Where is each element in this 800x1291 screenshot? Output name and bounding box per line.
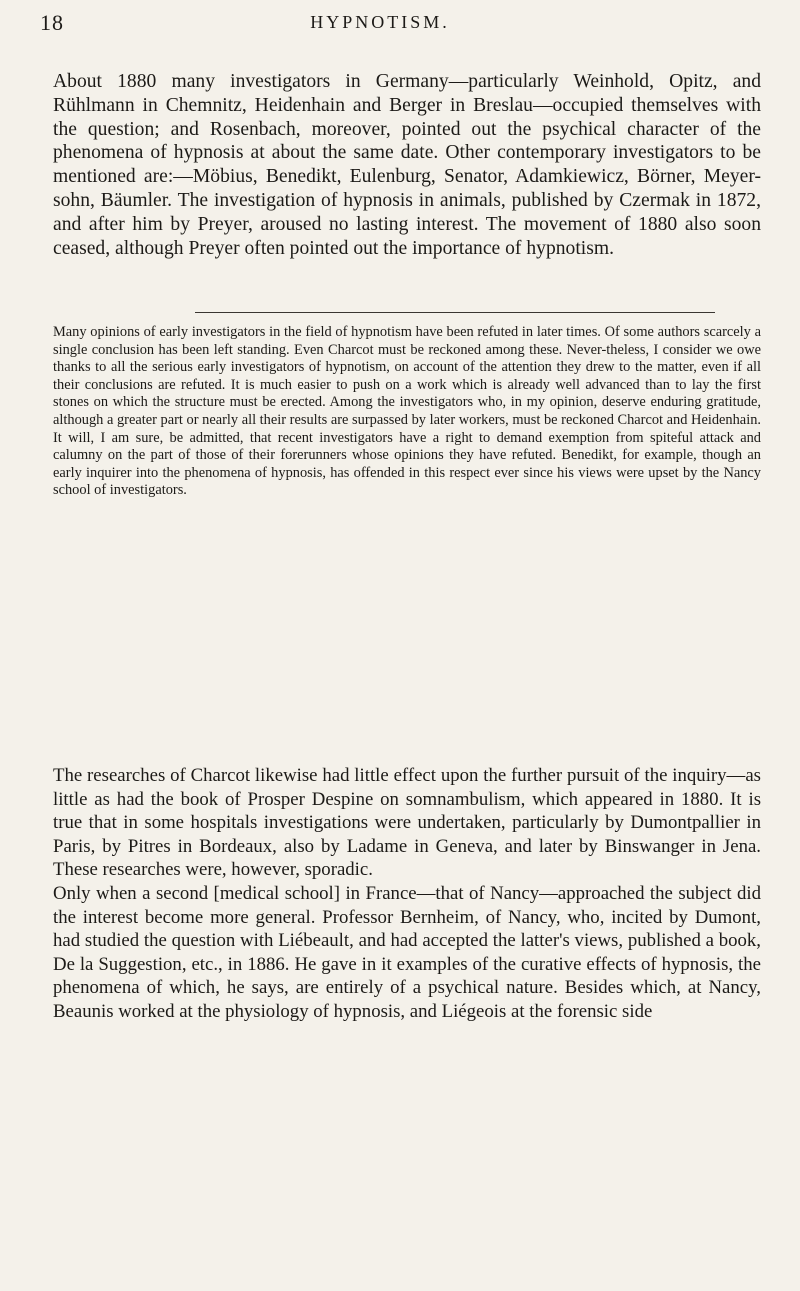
paragraph-2-text: Many opinions of early investigators in the field of hypnotism have been refuted in later times. Of some authors scarcely a single conclusion has been left standing. Even Charcot must be reckoned among these. Never-theless, I consider we owe thanks to all the serious early investigators of hypnotism, on account of the attention they drew to the matter, even if all their conclusions are refuted. It is much easier to push on a work which is already well advanced than to lay the first stones on which the structure must be erected. Among the investigators who, in my opinion, deserve enduring gratitude, although a greater part or nearly all their results are surpassed by later workers, must be reckoned Charcot and Heidenhain. It will, I am sure, be admitted, that recent investigators have a right to demand exemption from spiteful attack and calumny on the part of those of their forerunners whose opinions they have refuted. Benedikt, for example, though an early inquirer into the phenomena of hypnosis, has offended in this respect ever since his views were upset by the Nancy school of investigators. bbox=[53, 324, 761, 499]
page-header bbox=[40, 10, 720, 40]
paragraph-4-text: Only when a second [medical school] in France—that of Nancy—approached the subject did the interest become more general. Professor Bernheim, of Nancy, who, incited by Dumont, had studied the question with Liébeault, and had accepted the latter's views, published a book, De la Suggestion, etc., in 1886. He gave in it examples of the curative effects of hypnosis, the phenomena of which, he says, are entirely of a psychical nature. Besides which, at Nancy, Beaunis worked at the physiology of hypnosis, and Liégeois at the forensic side bbox=[53, 882, 761, 1022]
paragraph-1-text: About 1880 many investigators in Germany—particularly Weinhold, Opitz, and Rühlmann in Chemnitz, Heidenhain and Berger in Breslau—occupied themselves with the question; and Rosenbach, moreover, pointed out the psychical character of the phenomena of hypnosis at about the same date. Other contemporary investigators to be mentioned are:—Möbius, Benedikt, Eulenburg, Senator, Adamkiewicz, Börner, Meyer-sohn, Bäumler. The investigation of hypnosis in animals, published by Czermak in 1872, and after him by Preyer, aroused no lasting interest. The movement of 1880 also soon ceased, although Preyer often pointed out the importance of hypnotism. bbox=[53, 71, 761, 259]
running-head: HYPNOTISM. bbox=[310, 12, 450, 32]
text-divider bbox=[195, 312, 715, 313]
paragraph-3-text: The researches of Charcot likewise had little effect upon the further pursuit of the inquiry—as little as had the book of Prosper Despine on somnambulism, which appeared in 1880. It is true that in some hospitals investigations were undertaken, particularly by Dumontpallier in Paris, by Pitres in Bordeaux, also by Ladame in Geneva, and later by Binswanger in Jena. These researches were, however, sporadic. bbox=[53, 765, 761, 881]
paragraph-group-3 bbox=[53, 764, 761, 1024]
paragraph-2 bbox=[53, 324, 761, 500]
paragraph-1 bbox=[53, 70, 761, 260]
page-number: 18 bbox=[40, 10, 64, 35]
